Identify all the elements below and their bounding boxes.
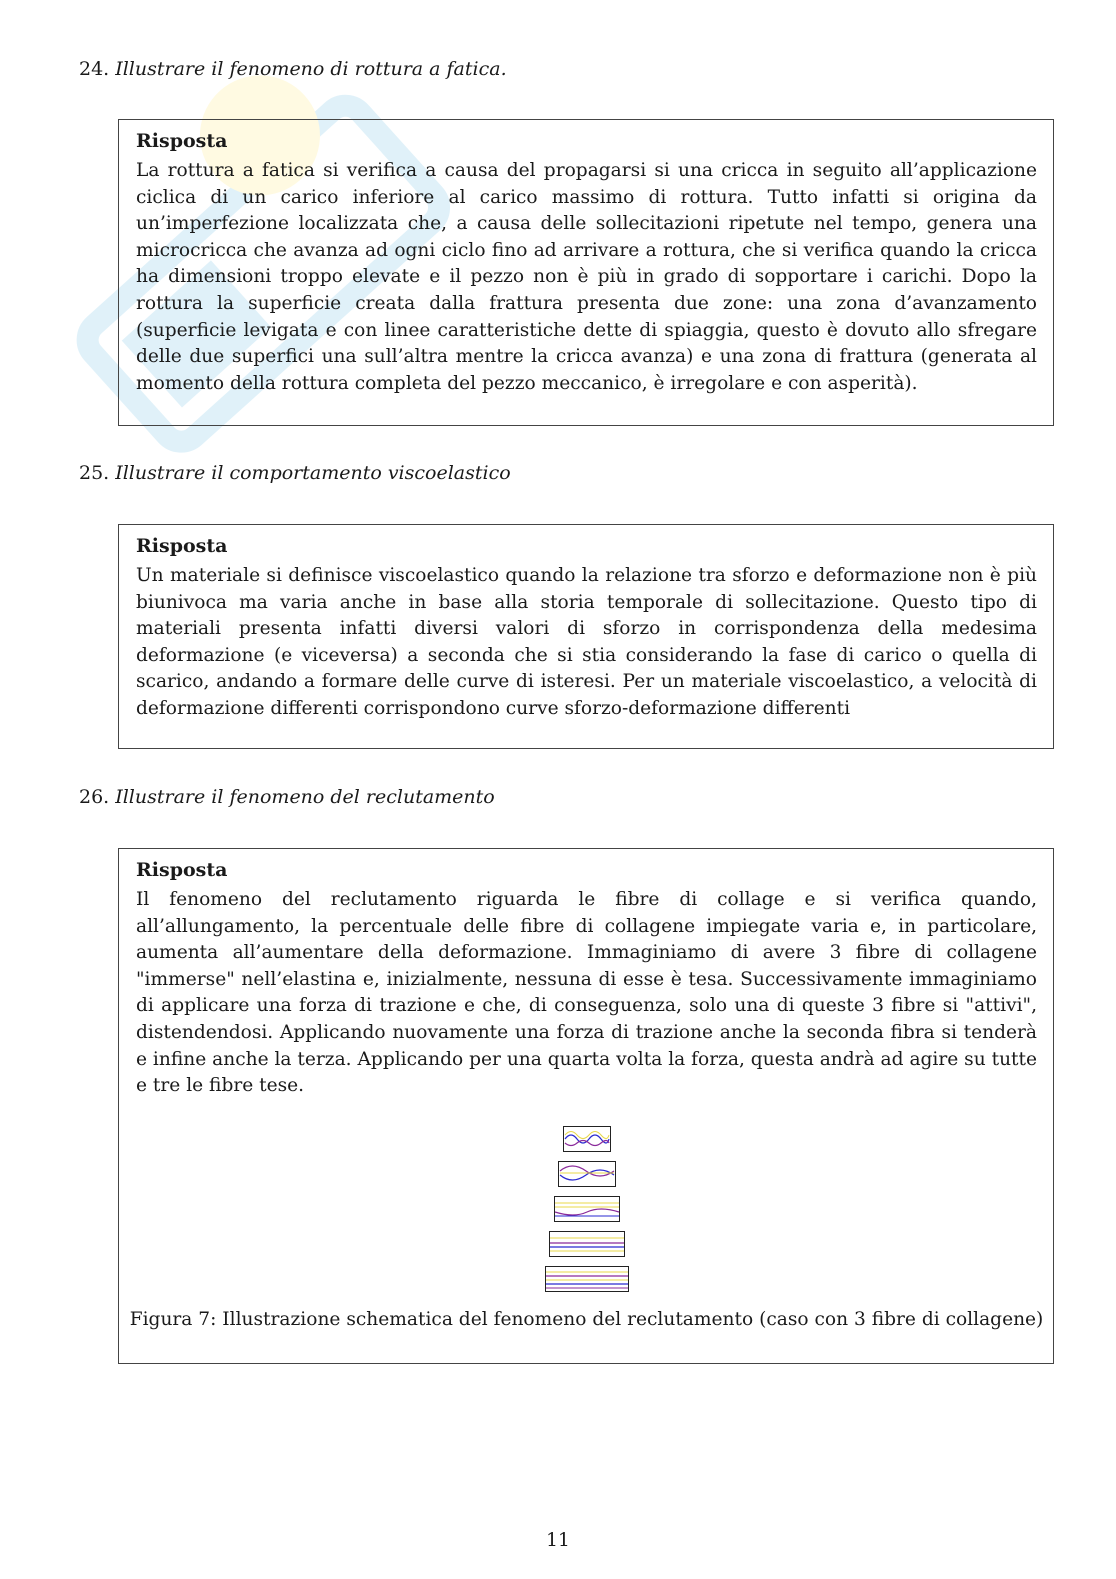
question-25 — [79, 462, 511, 484]
fiber-stage-2 — [558, 1161, 616, 1187]
fiber-stage-5 — [545, 1266, 629, 1292]
fiber-stage-4 — [549, 1231, 625, 1257]
question-number: 26. — [79, 786, 110, 808]
question-text: Illustrare il fenomeno del reclutamento — [115, 786, 495, 808]
question-26 — [79, 786, 495, 808]
answer-heading: Risposta — [136, 130, 228, 152]
page-number: 11 — [546, 1530, 570, 1551]
answer-box-24 — [118, 119, 1054, 426]
answer-text: Il fenomeno del reclutamento riguarda le fibre di collage e si verifica quando, all’allungamento, la percentuale delle fibre di collagene impiegate varia e, in particolare, aumenta all’aumentare della deformazione. Immaginiamo di avere 3 fibre di collagene "immerse" nell’elastina e, inizialmente, nessuna di esse è tesa. Successivamente immaginiamo di applicare una forza di trazione e che, di conseguenza, solo una di queste 3 fibre si "attivi", distendendosi. Applicando nuovamente una forza di trazione anche la seconda fibra si tenderà e infine anche la terza. Applicando per una quarta volta la forza, questa andrà ad agire su tutte e tre le fibre tese. — [136, 889, 1037, 1097]
question-text: Illustrare il comportamento viscoelastico — [115, 462, 511, 484]
answer-text: La rottura a fatica si verifica a causa del propagarsi si una cricca in seguito all’applicazione ciclica di un carico inferiore al carico massimo di rottura. Tutto infatti si origina da un’imperfezione localizzata che, a causa delle sollecitazioni ripetute nel tempo, genera una microcricca che avanza ad ogni ciclo fino ad arrivare a rottura, che si verifica quando la cricca ha dimensioni troppo elevate e il pezzo non è più in grado di sopportare i carichi. Dopo la rottura la superficie creata dalla frattura presenta due zone: una zona d’avanzamento (superficie levigata e con linee caratteristiche dette di spiaggia, questo è dovuto allo sfregare delle due superfici una sull’altra mentre la cricca avanza) e una zona di frattura (generata al momento della rottura completa del pezzo meccanico, è irregolare e con asperità). — [136, 160, 1037, 394]
answer-heading: Risposta — [136, 859, 228, 881]
question-text: Illustrare il fenomeno di rottura a fatica. — [115, 58, 507, 80]
question-number: 25. — [79, 462, 110, 484]
answer-box-25 — [118, 524, 1054, 749]
question-number: 24. — [79, 58, 110, 80]
fiber-stage-1 — [563, 1126, 611, 1152]
answer-box-26 — [118, 848, 1054, 1364]
answer-text: Un materiale si definisce viscoelastico quando la relazione tra sforzo e deformazione non è più biunivoca ma varia anche in base alla storia temporale di sollecitazione. Questo tipo di materiali presenta infatti diversi valori di sforzo in corrispondenza della medesima deformazione (e viceversa) a seconda che si stia considerando la fase di carico o quella di scarico, andando a formare delle curve di isteresi. Per un materiale viscoelastico, a velocità di deformazione differenti corrispondono curve sforzo-deformazione differenti — [136, 565, 1037, 719]
recruitment-figure — [129, 1126, 1044, 1330]
fiber-stage-3 — [554, 1196, 620, 1222]
figure-caption: Figura 7: Illustrazione schematica del fenomeno del reclutamento (caso con 3 fibre di collagene) — [129, 1308, 1044, 1330]
answer-heading: Risposta — [136, 535, 228, 557]
question-24 — [79, 58, 507, 80]
